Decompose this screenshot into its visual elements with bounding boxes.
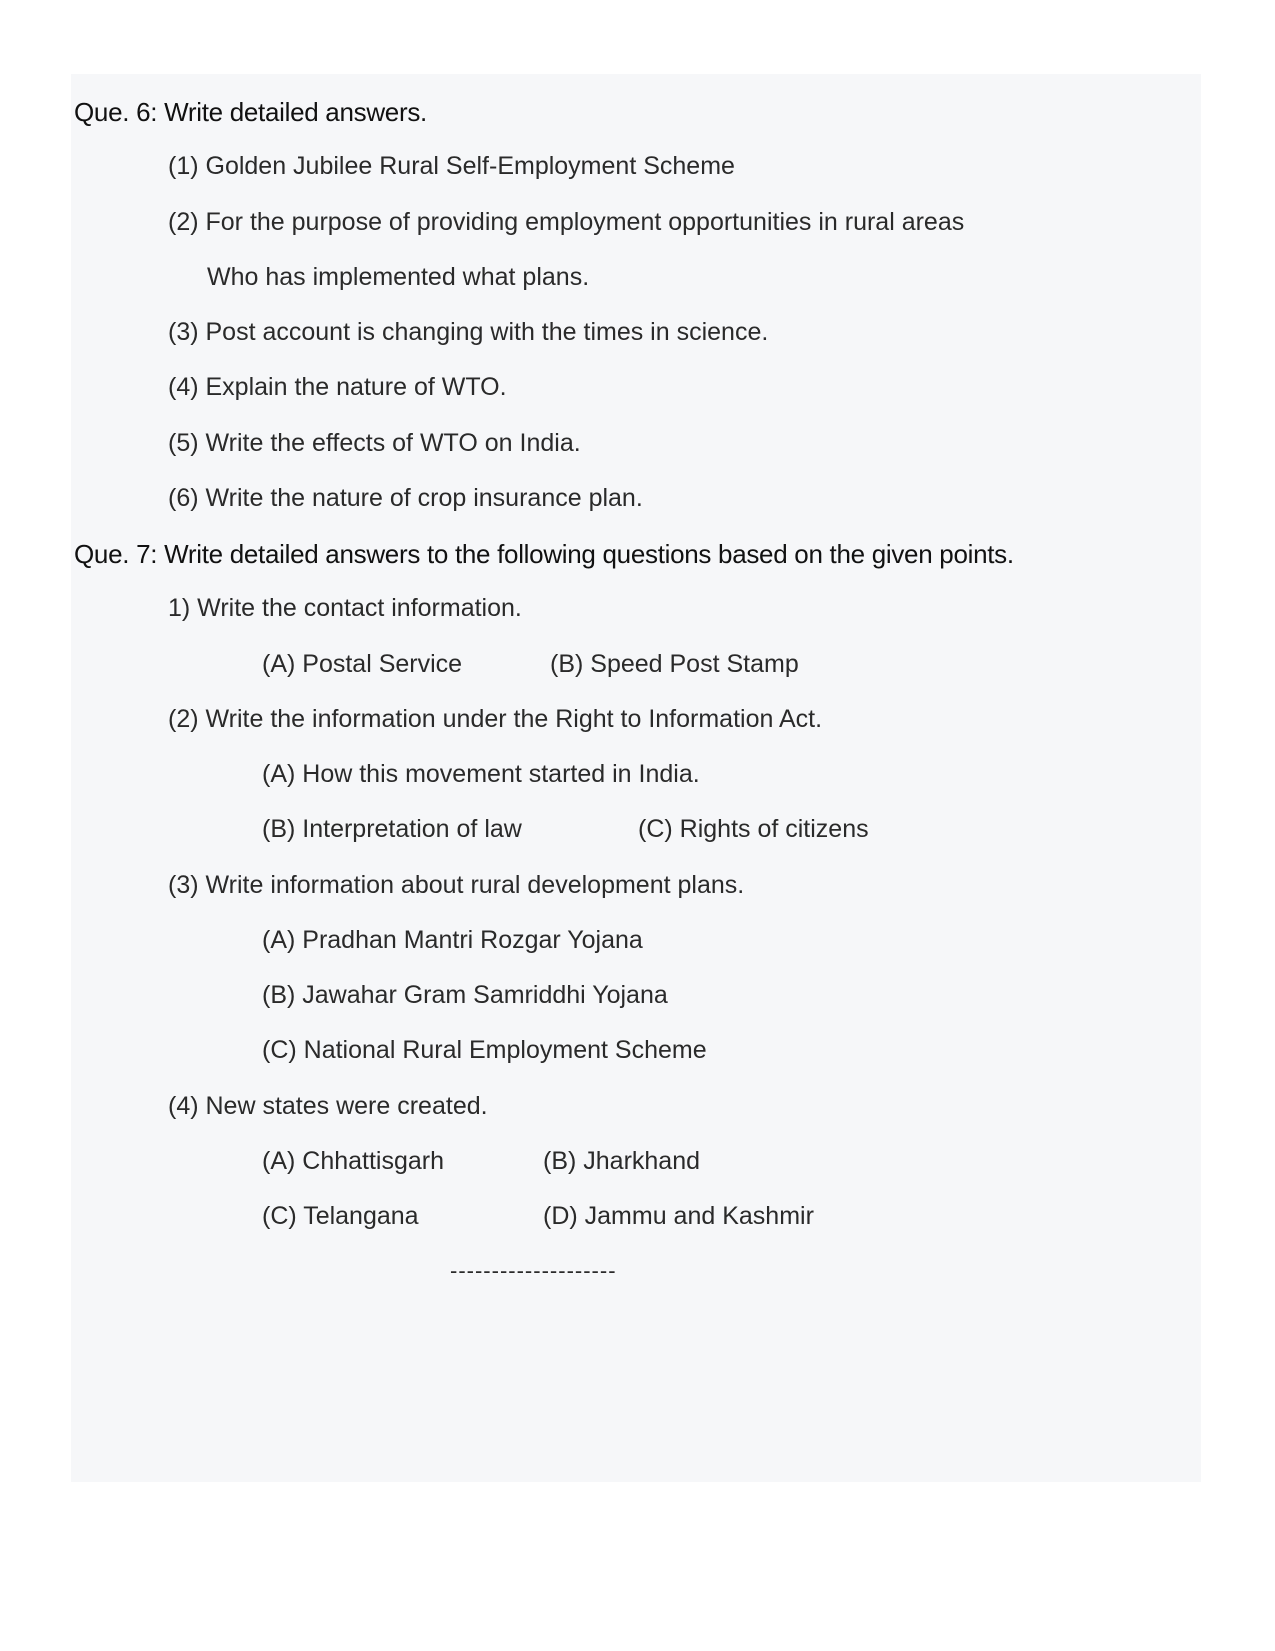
end-divider: -------------------- xyxy=(450,1258,617,1283)
que7-q2-option-a: (A) How this movement started in India. xyxy=(262,760,700,788)
que7-q2-option-b: (B) Interpretation of law xyxy=(262,815,522,843)
que7-q1-title: 1) Write the contact information. xyxy=(168,594,522,622)
que6-item-3: (3) Post account is changing with the times in science. xyxy=(168,318,769,346)
que7-q3-option-c: (C) National Rural Employment Scheme xyxy=(262,1036,707,1064)
que7-q3-option-a: (A) Pradhan Mantri Rozgar Yojana xyxy=(262,926,643,954)
que6-item-2-continuation: Who has implemented what plans. xyxy=(207,263,590,291)
que6-item-1: (1) Golden Jubilee Rural Self-Employment Scheme xyxy=(168,152,735,180)
que7-q1-option-b: (B) Speed Post Stamp xyxy=(550,650,799,678)
que6-item-4: (4) Explain the nature of WTO. xyxy=(168,373,507,401)
que7-q4-option-a: (A) Chhattisgarh xyxy=(262,1147,445,1175)
que7-q1-option-a: (A) Postal Service xyxy=(262,650,463,678)
que6-item-5: (5) Write the effects of WTO on India. xyxy=(168,429,581,457)
que7-q3-title: (3) Write information about rural development plans. xyxy=(168,871,745,899)
que7-q4-title: (4) New states were created. xyxy=(168,1092,488,1120)
que7-q4-option-d: (D) Jammu and Kashmir xyxy=(543,1202,814,1230)
que6-item-2: (2) For the purpose of providing employment opportunities in rural areas xyxy=(168,208,965,236)
que6-item-6: (6) Write the nature of crop insurance plan. xyxy=(168,484,643,512)
que7-heading: Que. 7: Write detailed answers to the following questions based on the given points. xyxy=(74,539,1014,569)
que7-q4-option-b: (B) Jharkhand xyxy=(543,1147,701,1175)
que6-heading: Que. 6: Write detailed answers. xyxy=(74,97,427,127)
que7-q4-option-c: (C) Telangana xyxy=(262,1202,419,1230)
que7-q2-title: (2) Write the information under the Right to Information Act. xyxy=(168,705,823,733)
que7-q2-option-c: (C) Rights of citizens xyxy=(638,815,869,843)
que7-q3-option-b: (B) Jawahar Gram Samriddhi Yojana xyxy=(262,981,668,1009)
